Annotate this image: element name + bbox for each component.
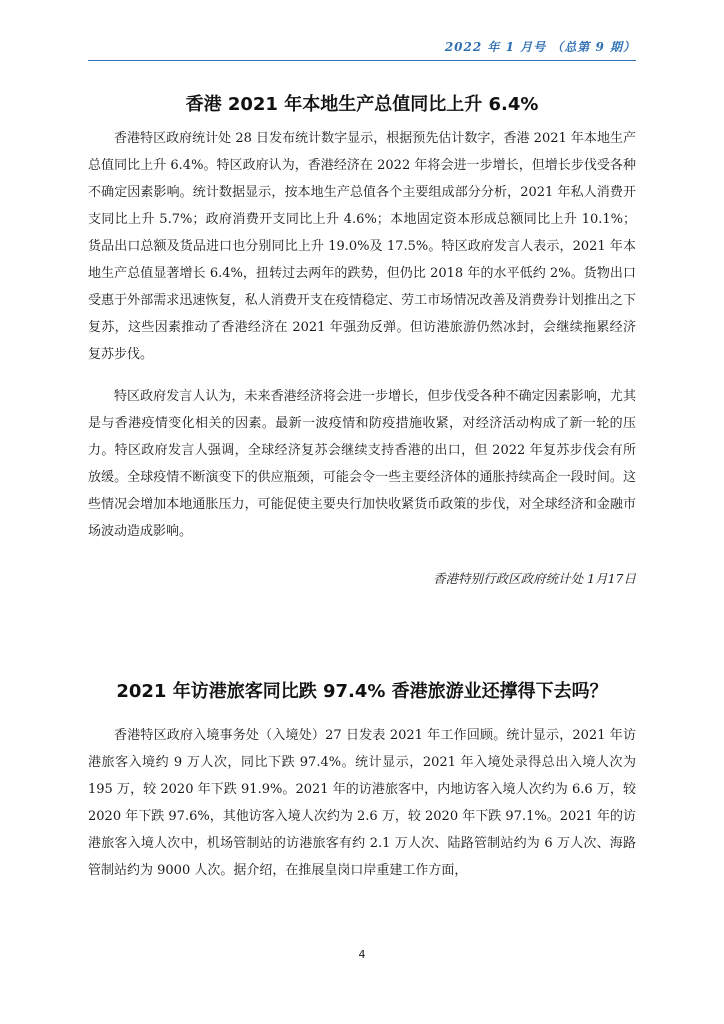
article-paragraph: 特区政府发言人认为，未来香港经济将会进一步增长，但步伐受各种不确定因素影响，尤其是与香港疫情变化相关的因素。最新一波疫情和防疫措施收紧，对经济活动构成了新一轮的压力。特区政府发言人强调，全球经济复苏会继续支持香港的出口，但 2022 年复苏步伐会有所放缓。全球疫情不断演变下的供应瓶颈，可能会令一些主要经济体的通胀持续高企一段时间。这些情况会增加本地通胀压力，可能促使主要央行加快收紧货币政策的步伐，对全球经济和金融市场波动造成影响。	[88, 389, 636, 539]
issue-header: 2022 年 1 月号 （总第 9 期）	[444, 40, 636, 54]
article-title-gdp: 香港 2021 年本地生产总值同比上升 6.4%	[185, 94, 539, 115]
article-title-tourism: 2021 年访港旅客同比跌 97.4% 香港旅游业还撑得下去吗？	[116, 681, 608, 702]
page-number: 4	[358, 948, 366, 961]
article-paragraph: 香港特区政府入境事务处（入境处）27 日发表 2021 年工作回顾。统计显示，2021 年访港旅客入境约 9 万人次，同比下跌 97.4%。统计显示，2021 年入境处录得总出入境人次为 195 万，较 2020 年下跌 91.9%。2021 年的访港旅客中，内地访客入境人次约为 6.6 万，较 2020 年下跌 97.6%，其他访客入境人次约为 2.6 万，较 2020 年下跌 97.1%。2021 年的访港旅客入境人次中，机场管制站的访港旅客有约 2.1 万人次、陆路管制站约为 6 万人次、海路管制站约为 9000 人次。据介绍，在推展皇岗口岸重建工作方面，	[88, 728, 636, 878]
article-signature: 香港特别行政区政府统计处 1月17日	[433, 571, 636, 586]
header-divider	[88, 60, 636, 61]
article-paragraph: 香港特区政府统计处 28 日发布统计数字显示，根据预先估计数字，香港 2021 年本地生产总值同比上升 6.4%。特区政府认为，香港经济在 2022 年将会进一步增长，但增长步伐受各种不确定因素影响。统计数据显示，按本地生产总值各个主要组成部分分析，2021 年私人消费开支同比上升 5.7%；政府消费开支同比上升 4.6%；本地固定资本形成总额同比上升 10.1%；货品出口总额及货品进口也分别同比上升 19.0%及 17.5%。特区政府发言人表示，2021 年本地生产总值显著增长 6.4%，扭转过去两年的跌势，但仍比 2018 年的水平低约 2%。货物出口受惠于外部需求迅速恢复，私人消费开支在疫情稳定、劳工市场情况改善及消费券计划推出之下复苏，这些因素推动了香港经济在 2021 年强劲反弹。但访港旅游仍然冰封，会继续拖累经济复苏步伐。	[88, 131, 636, 362]
